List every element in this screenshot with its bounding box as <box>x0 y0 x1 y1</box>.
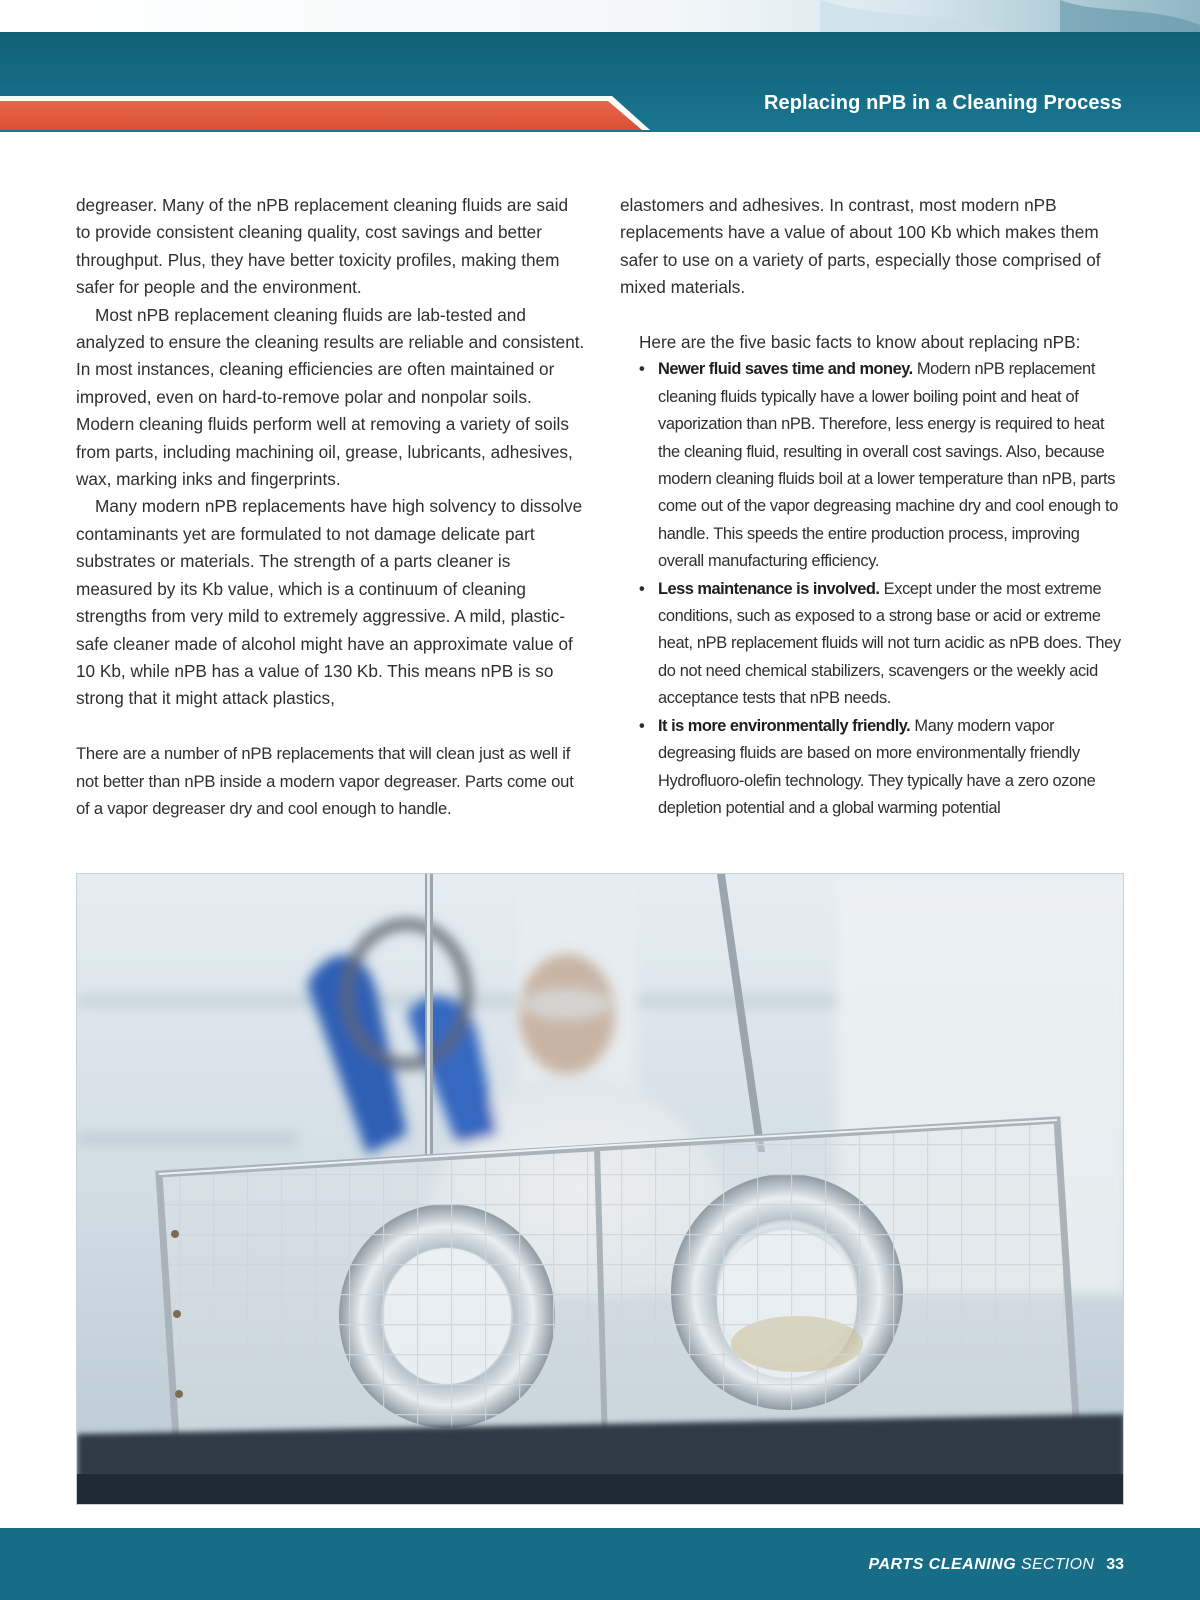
left-text-column <box>76 192 586 822</box>
left-paragraph-3: Many modern nPB replacements have high solvency to dissolve contaminants yet are formulated to not damage delicate part substrates or materials. The strength of a parts cleaner is measured by its Kb value, which is a continuum of cleaning strengths from very mild to extremely aggressive. A mild, plastic-safe cleaner made of alcohol might have an approximate value of 10 Kb, while nPB has a value of 130 Kb. This means nPB is so strong that it might attack plastics, <box>76 496 583 709</box>
right-paragraph-1: elastomers and adhesives. In contrast, most modern nPB replacements have a value of about 100 Kb which makes them safer to use on a variety of parts, especially those comprised of mixed materials. <box>620 195 1101 298</box>
footer-section-name: PARTS CLEANING <box>868 1556 1017 1573</box>
fact-text: Modern nPB replacement cleaning fluids typically have a lower boiling point and heat of vaporization than nPB. Therefore, less energy is required to heat the cleaning fluid, resulting in overall cost savings. Also, because modern cleaning fluids boil at a lower temperature than nPB, parts come out of the vapor degreasing machine dry and cool enough to handle. This speeds the entire production process, improving overall manufacturing efficiency. <box>658 360 1118 571</box>
fact-text: Except under the most extreme conditions, such as exposed to a strong base or acid or extreme heat, nPB replacement fluids will not turn acidic as nPB does. They do not need chemical stabilizers, scavengers or the weekly acid acceptance tests that nPB needs. <box>658 579 1121 708</box>
fact-text: Many modern vapor degreasing fluids are based on more environmentally friendly Hydrofluoro-olefin technology. They typically have a zero ozone depletion potential and a global warming potential <box>658 716 1096 817</box>
footer-section-word: SECTION <box>1016 1556 1095 1573</box>
footer-section-label <box>868 1556 1124 1574</box>
bullet-glyph: • <box>639 360 645 379</box>
bullet-glyph: • <box>639 716 645 735</box>
left-paragraph-1: degreaser. Many of the nPB replacement cleaning fluids are said to provide consistent cleaning quality, cost savings and better throughput. Plus, they have better toxicity profiles, making them safer for people and the environment. <box>76 195 569 298</box>
page-header-title: Replacing nPB in a Cleaning Process <box>763 92 1122 114</box>
page-footer <box>0 1528 1200 1600</box>
list-item <box>639 713 1128 823</box>
list-item <box>639 356 1128 575</box>
fact-lead: It is more environmentally friendly. <box>658 716 911 735</box>
right-text-column <box>620 192 1128 822</box>
list-item <box>639 576 1128 713</box>
left-paragraph-2: Most nPB replacement cleaning fluids are lab-tested and analyzed to ensure the cleaning results are reliable and consistent. In most instances, cleaning efficiencies are often maintained or improved, even on hard-to-remove polar and nonpolar soils. Modern cleaning fluids perform well at removing a variety of soils from parts, including machining oil, grease, lubricants, adhesives, wax, marking inks and fingerprints. <box>76 304 585 490</box>
fact-lead: Less maintenance is involved. <box>658 579 880 598</box>
page-header-banner <box>0 0 1200 132</box>
facts-list <box>620 356 1128 822</box>
bullet-glyph: • <box>639 579 645 598</box>
photo-illustration <box>77 874 1124 1505</box>
left-paragraph-4: There are a number of nPB replacements that will clean just as well if not better than nPB inside a modern vapor degreaser. Parts come out of a vapor degreaser dry and cool enough to handle. <box>76 744 574 818</box>
facts-intro: Here are the five basic facts to know about replacing nPB: <box>639 332 1081 353</box>
fact-lead: Newer fluid saves time and money. <box>658 360 913 379</box>
page-number: 33 <box>1106 1556 1124 1573</box>
lab-technician-basket-photo <box>76 873 1124 1505</box>
